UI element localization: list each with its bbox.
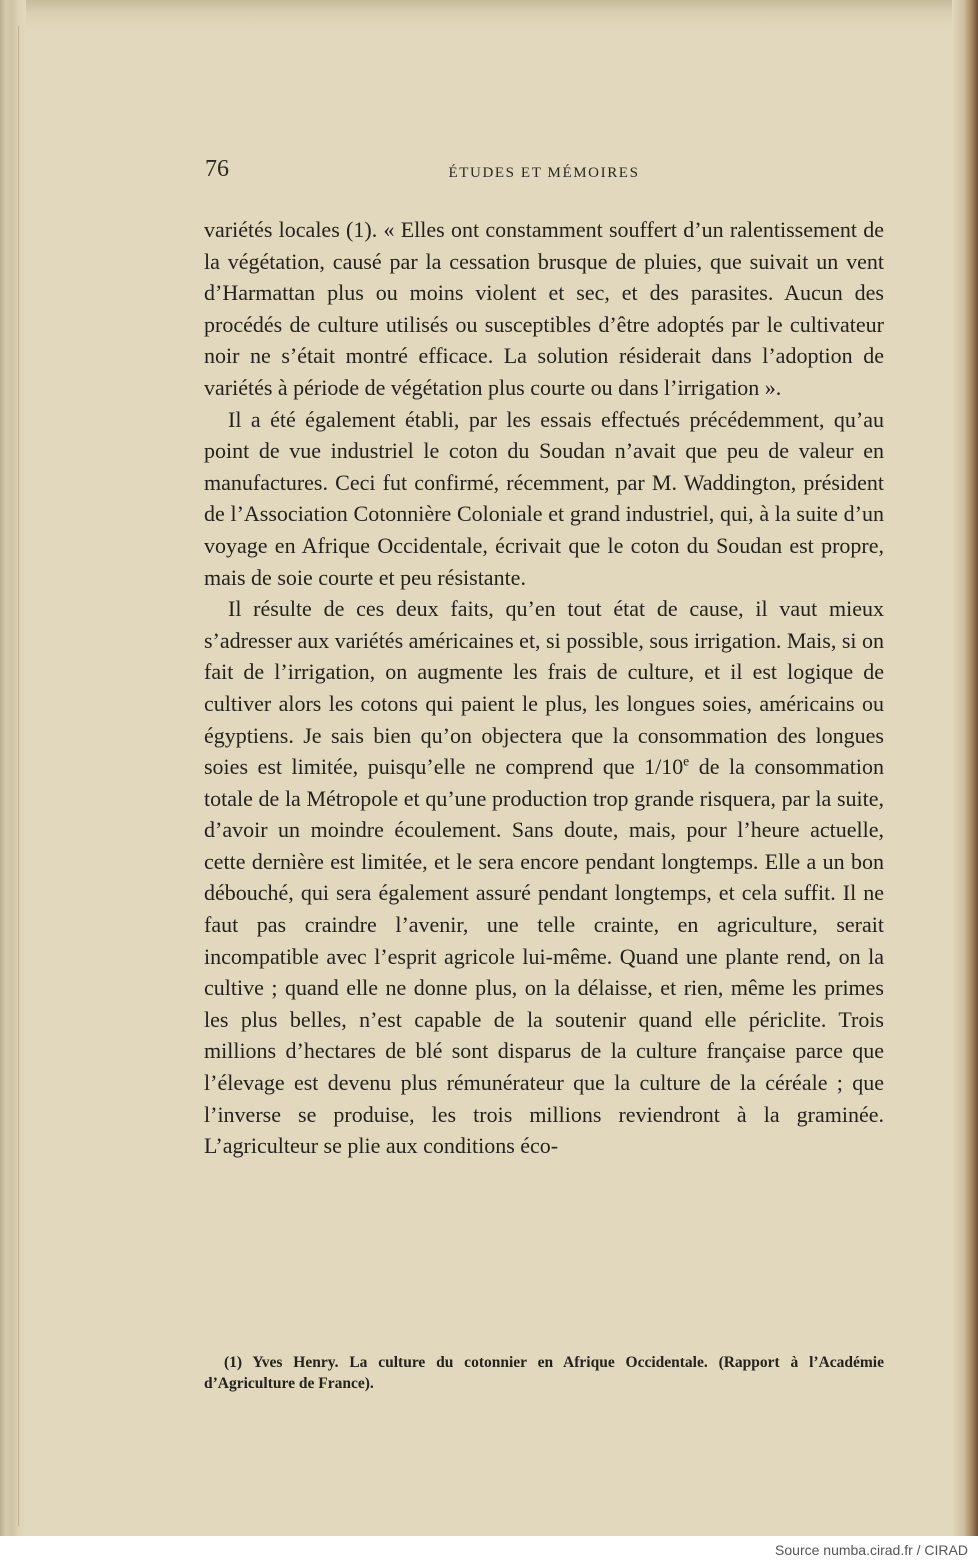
book-cover-edge (952, 0, 978, 1536)
footnote-1: (1) Yves Henry. La culture du cotonnier en Afrique Occidentale. (Rapport à l’Académie d’Agriculture de France). (204, 1354, 884, 1392)
paragraph-3 (204, 593, 884, 1162)
paragraph-3-part-1: Il résulte de ces deux faits, qu’en tout état de cause, il vaut mieux s’adresser aux variétés américaines et, si possible, sous irrigation. Mais, si on fait de l’irrigation, on augmente les frais de culture, et il est logique de cultiver alors les cotons qui paient le plus, les longues soies, américains ou égyptiens. Je sais bien qu’on objectera que la consommation des longues soies est limitée, puisqu’elle ne comprend que 1/10 (204, 596, 885, 780)
footnotes (204, 1352, 884, 1394)
page-fold-line (18, 26, 25, 1526)
page-header (205, 156, 883, 190)
body-text (204, 214, 884, 1162)
paragraph-1: variétés locales (1). « Elles ont constamment souffert d’un ralentissement de la végétation, causé par la cessation brusque de pluies, que suivait un vent d’Harmattan plus ou moins violent et sec, et des parasites. Aucun des procédés de culture utilisés ou susceptibles d’être adoptés par le cultivateur noir ne s’était montré efficace. La solution résiderait dans l’adoption de variétés à période de végétation plus courte ou dans l’irrigation ». (204, 217, 884, 400)
source-credit: Source numba.cirad.fr / CIRAD (775, 1542, 968, 1558)
superscript-e: e (683, 753, 690, 769)
paragraph-3-part-2: de la consommation totale de la Métropole et qu’une production trop grande risquera, par la suite, d’avoir un moindre écoulement. Sans doute, mais, pour l’heure actuelle, cette dernière est limitée, et le sera encore pendant longtemps. Elle a un bon débouché, qui sera également assuré pendant longtemps, et cela suffit. Il ne faut pas craindre l’avenir, une telle crainte, en agriculture, serait incompatible avec l’esprit agricole lui-même. Quand une plante rend, on la cultive ; quand elle ne donne plus, on la délaisse, et rien, même les primes les plus belles, n’est capable de la soutenir quand elle périclite. Trois millions d’hectares de blé sont disparus de la culture française parce que l’élevage est devenu plus rémunérateur que la culture de la céréale ; que l’inverse se produise, les trois millions reviendront à la graminée. L’agriculteur se plie aux conditions éco- (204, 754, 884, 1159)
running-head: ÉTUDES ET MÉMOIRES (448, 165, 640, 181)
paragraph-2: Il a été également établi, par les essais effectués précédemment, qu’au point de vue industriel le coton du Soudan n’avait que peu de valeur en manufactures. Ceci fut confirmé, récemment, par M. Waddington, président de l’Association Cotonnière Coloniale et grand industriel, qui, à la suite d’un voyage en Afrique Occidentale, écrivait que le coton du Soudan est propre, mais de soie courte et peu résistante. (204, 406, 884, 590)
page-number: 76 (205, 156, 229, 182)
page-top-shadow (0, 0, 978, 30)
